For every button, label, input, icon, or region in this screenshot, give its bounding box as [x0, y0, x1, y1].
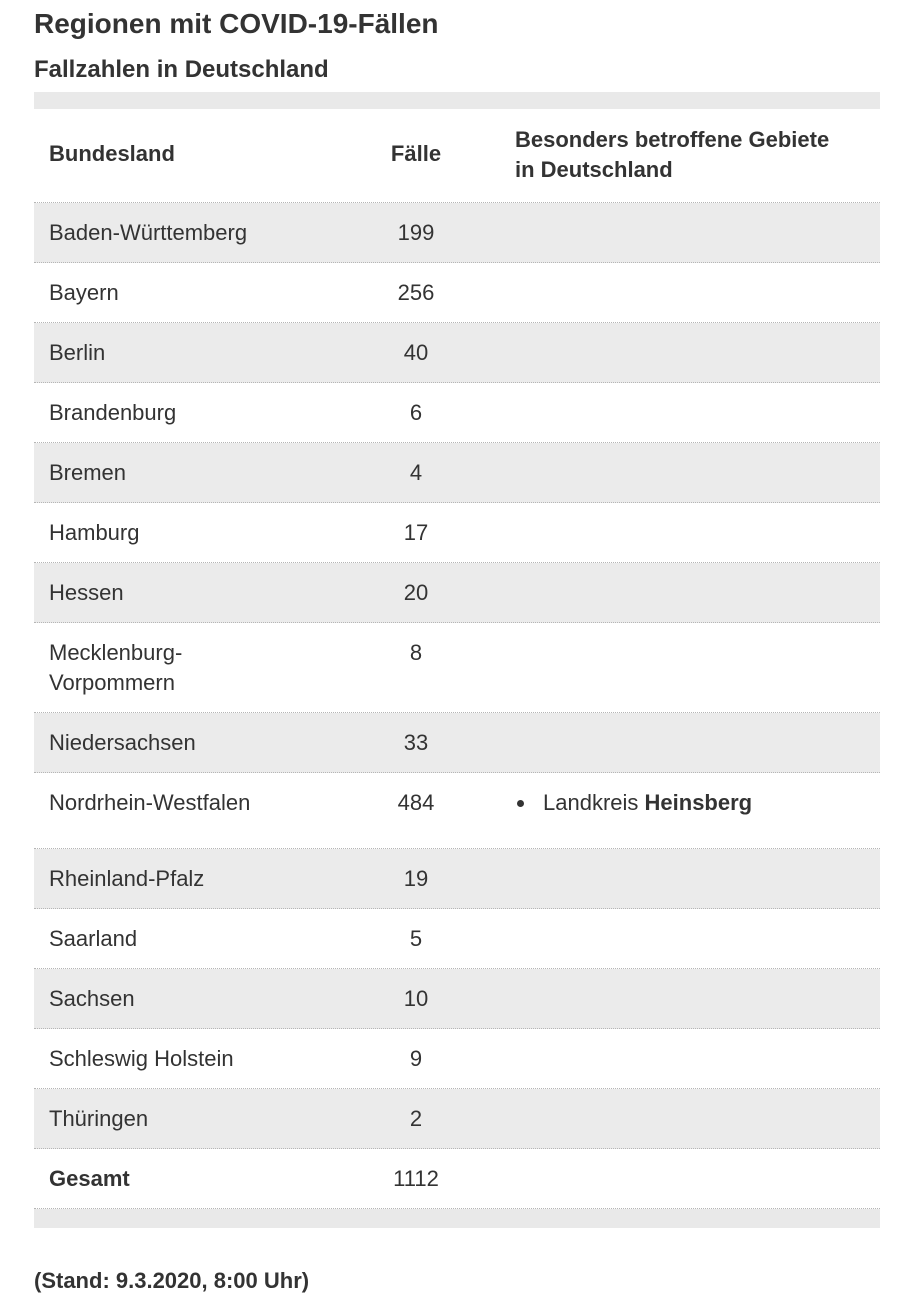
row-state: Hamburg: [49, 520, 140, 545]
row-state: Saarland: [49, 926, 138, 951]
header-areas: [515, 125, 865, 185]
row-cases: 9: [409, 1046, 423, 1071]
affected-area-prefix: Landkreis: [543, 790, 639, 815]
row-cases: 199: [397, 220, 435, 245]
row-state-line2: Vorpommern: [49, 670, 175, 695]
table-total-row: [34, 1149, 880, 1209]
table-row: [34, 263, 880, 323]
row-areas: [515, 788, 865, 818]
row-cases: 33: [403, 730, 429, 755]
table-row: [34, 323, 880, 383]
header-areas-line2: in Deutschland: [515, 157, 673, 182]
header-areas-line1: Besonders betroffene Gebiete: [515, 127, 830, 152]
affected-area-name: Heinsberg: [644, 790, 753, 815]
row-cases: 4: [409, 460, 423, 485]
row-cases: 8: [409, 640, 423, 665]
row-state: Nordrhein-Westfalen: [49, 790, 251, 815]
affected-area-item: [515, 788, 865, 818]
status-footnote: (Stand: 9.3.2020, 8:00 Uhr): [34, 1268, 310, 1293]
total-cases: 1112: [393, 1166, 439, 1191]
table-bottom-bar: [34, 1209, 880, 1228]
row-cases: 20: [403, 580, 429, 605]
row-cases: 5: [409, 926, 423, 951]
total-label: Gesamt: [49, 1166, 130, 1191]
row-state: Sachsen: [49, 986, 135, 1011]
row-state: Bremen: [49, 460, 127, 485]
header-cases: Fälle: [390, 141, 442, 166]
row-cases: 6: [409, 400, 423, 425]
affected-areas-list: [515, 788, 865, 818]
table-row: [34, 773, 880, 849]
row-cases: 19: [403, 866, 429, 891]
bullet-icon: [517, 800, 524, 807]
table-row: [34, 383, 880, 443]
table-row: [34, 713, 880, 773]
page-subtitle: Fallzahlen in Deutschland: [34, 56, 329, 83]
header-state: Bundesland: [49, 141, 175, 166]
row-state: [49, 638, 349, 698]
row-state: Rheinland-Pfalz: [49, 866, 205, 891]
table-header-row: [34, 109, 880, 203]
row-cases: 256: [397, 280, 435, 305]
row-state: Thüringen: [49, 1106, 149, 1131]
row-cases: 2: [409, 1106, 423, 1131]
row-cases: 10: [403, 986, 429, 1011]
page-title: Regionen mit COVID-19-Fällen: [34, 8, 439, 39]
table-row: [34, 503, 880, 563]
table-row: [34, 203, 880, 263]
row-state: Berlin: [49, 340, 106, 365]
row-state: Hessen: [49, 580, 124, 605]
row-state: Niedersachsen: [49, 730, 196, 755]
row-state: Baden-Württemberg: [49, 220, 248, 245]
row-cases: 484: [397, 790, 435, 815]
row-state: Bayern: [49, 280, 119, 305]
table-top-bar: [34, 92, 880, 109]
table-row: [34, 563, 880, 623]
row-state-line1: Mecklenburg-: [49, 640, 183, 665]
table-row: [34, 443, 880, 503]
row-cases: 17: [403, 520, 429, 545]
row-cases: 40: [403, 340, 429, 365]
cases-table: [34, 109, 880, 1228]
table-row: [34, 623, 880, 713]
table-row: [34, 849, 880, 909]
table-row: [34, 1089, 880, 1149]
row-state: Brandenburg: [49, 400, 177, 425]
table-row: [34, 969, 880, 1029]
table-row: [34, 1029, 880, 1089]
table-row: [34, 909, 880, 969]
row-state: Schleswig Holstein: [49, 1046, 234, 1071]
